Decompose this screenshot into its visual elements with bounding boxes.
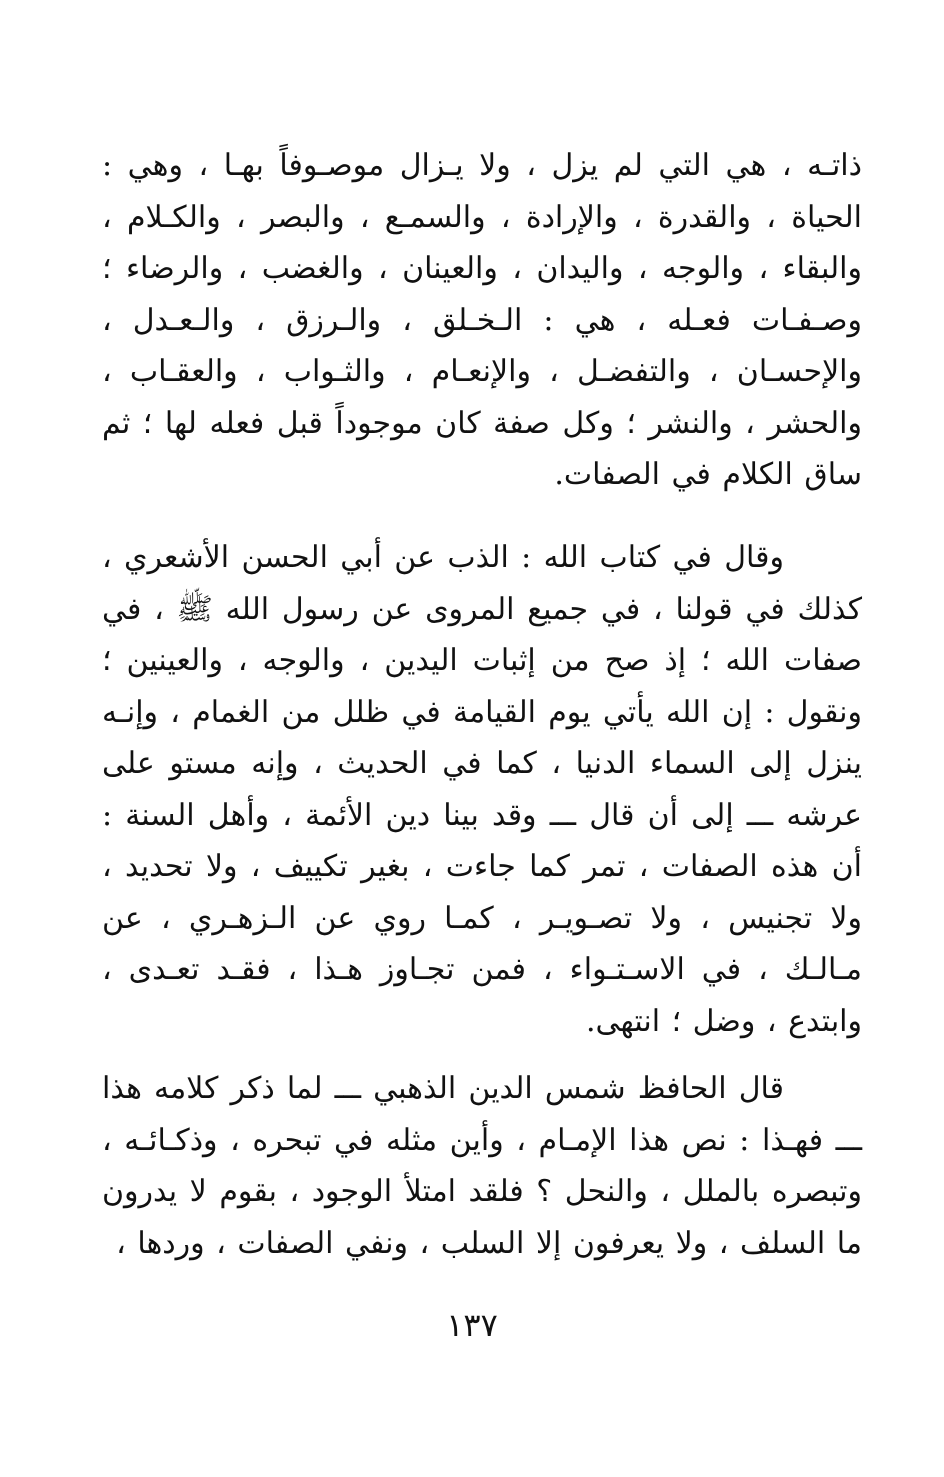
paragraph-dhahabi-comment: [102, 1063, 862, 1269]
paragraph-attributes-of-essence: [102, 140, 862, 501]
page-number: ١٣٧: [446, 1306, 498, 1344]
paragraph-text: وقال في كتاب الله : الذب عن أبي الحسن الأشعري ، كذلك في قولنا ، في جميع المروى عن رسول الله ﷺ ، في صفات الله ؛ إذ صح من إثبات اليدين ، والوجه ، والعينين ؛ ونقول : إن الله يأتي يوم القيامة في ظلل من الغمام ، وإنـه ينزل إلى السماء الدنيا ، كما في الحديث ، وإنه مستو على عرشه ـــ إلى أن قال ـــ وقد بينا دين الأئمة ، وأهل السنة : أن هذه الصفات ، تمر كما جاءت ، بغير تكييف ، ولا تحديد ، ولا تجنيس ، ولا تصـويـر ، كمـا روي عن الـزهـري ، عن مـالـك ، في الاسـتـواء ، فمن تجـاوز هـذا ، فقـد تعـدى ، وابتدع ، وضل ؛ انتهى.: [102, 540, 863, 1039]
paragraph-ashari-quote: [102, 532, 862, 1047]
paragraph-text: قال الحافظ شمس الدين الذهبي ـــ لما ذكر كلامه هذا ـــ فهـذا : نص هذا الإمـام ، وأين مثله في تبحره ، وذكـائـه ، وتبصره بالملل ، والنحل ؟ فلقد امتلأ الوجود ، بقوم لا يدرون ما السلف ، ولا يعرفون إلا السلب ، ونفي الصفات ، وردها ،: [102, 1071, 862, 1261]
paragraph-text: ذاتـه ، هي التي لم يزل ، ولا يـزال موصـوفاً بهـا ، وهي : الحياة ، والقدرة ، والإرادة ، والسمـع ، والبصر ، والكـلام ، والبقاء ، والوجه ، واليدان ، والعينان ، والغضب ، والرضاء ؛ وصـفـات فعـله ، هي : الـخـلق ، والـرزق ، والـعـدل ، والإحسـان ، والتفضـل ، والإنعـام ، والثـواب ، والعقـاب ، والحشر ، والنشر ؛ وكل صفة كان موجوداً قبل فعله لها ؛ ثم ساق الكلام في الصفات.: [102, 148, 862, 492]
